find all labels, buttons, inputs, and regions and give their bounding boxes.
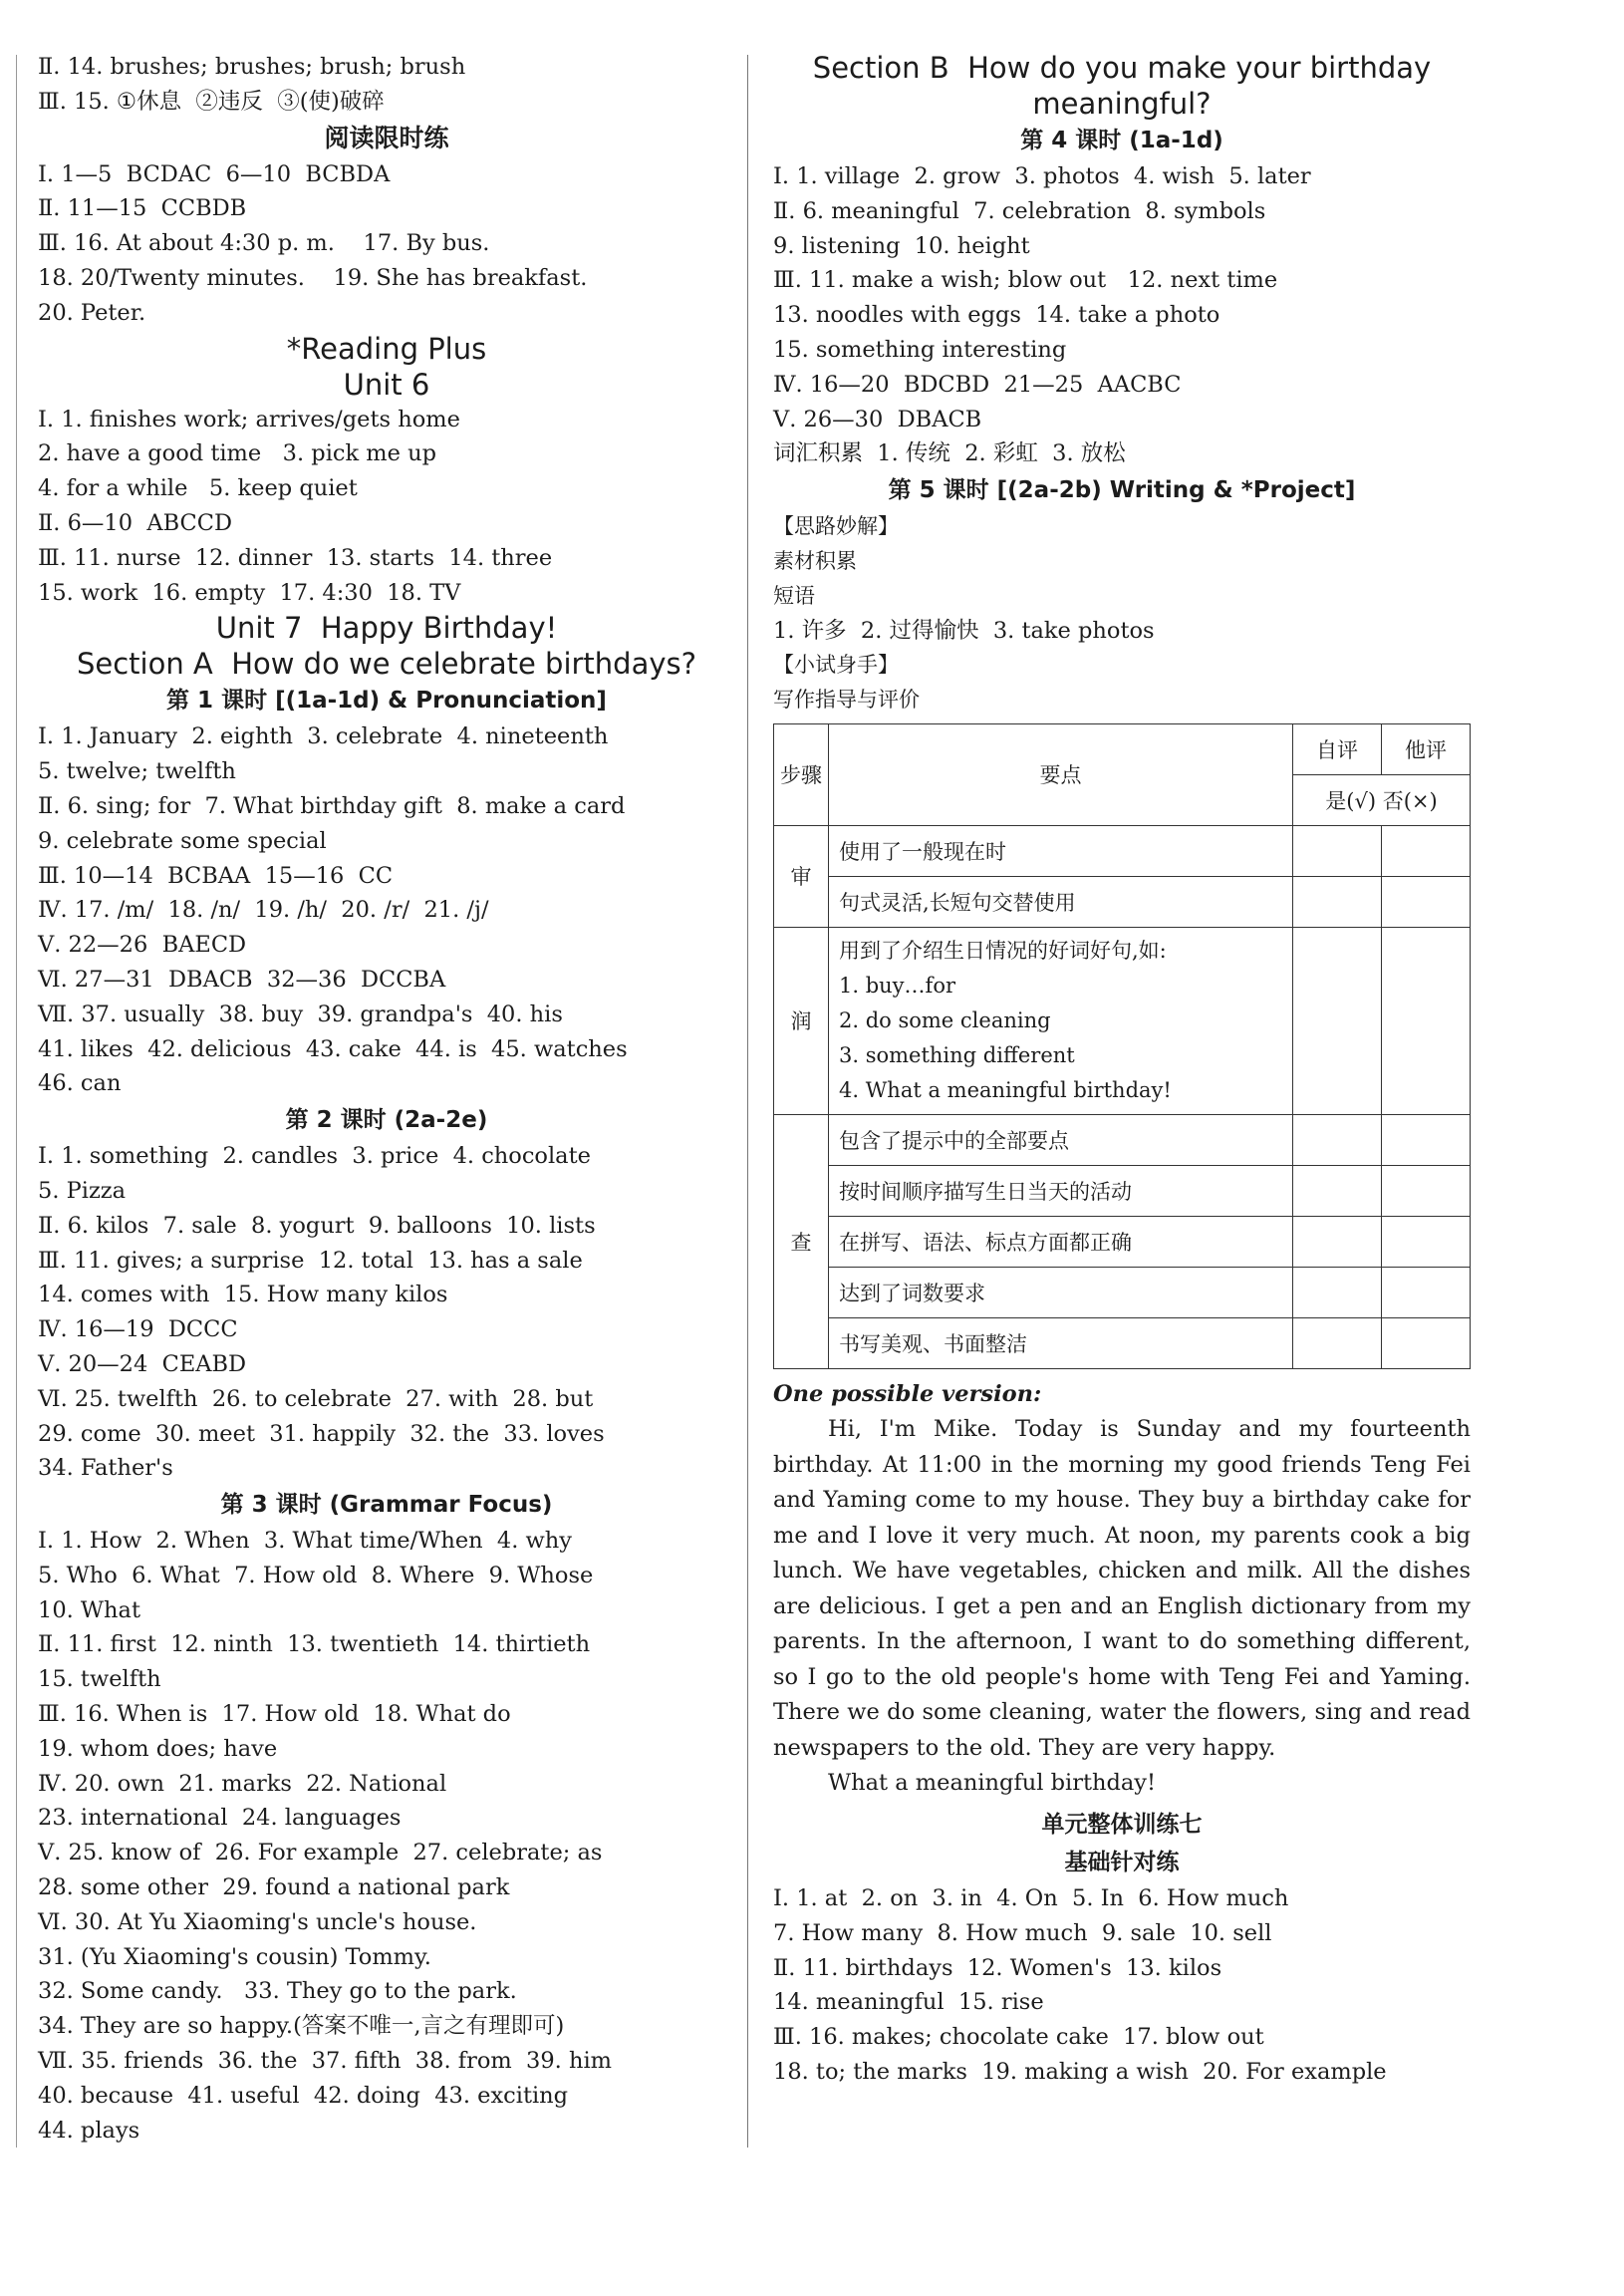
- answer-line: 15. work 16. empty 17. 4:30 18. TV: [38, 579, 461, 606]
- answer-line: Ⅰ. 1. at 2. on 3. in 4. On 5. In 6. How much: [773, 1884, 1289, 1911]
- lesson-heading: 第 3 课时 (Grammar Focus): [220, 1492, 553, 1519]
- table-row: [774, 1114, 1471, 1165]
- answer-line: 46. can: [38, 1070, 122, 1097]
- point-cell: 按时间顺序描写生日当天的活动: [829, 1165, 1293, 1216]
- answer-line: 31. (Yu Xiaoming's cousin) Tommy.: [38, 1943, 431, 1970]
- peer-eval-cell[interactable]: [1382, 1114, 1471, 1165]
- answer-line: 9. listening 10. height: [773, 232, 1030, 259]
- answer-line: 1. 许多 2. 过得愉快 3. take photos: [773, 617, 1155, 644]
- table-row: [774, 876, 1471, 927]
- subsection-label: 【思路妙解】: [773, 514, 899, 539]
- answer-line: Ⅱ. 11. first 12. ninth 13. twentieth 14. thirtieth: [38, 1631, 591, 1658]
- answer-line: 34. They are so happy.(答案不唯一,言之有理即可): [38, 2013, 565, 2040]
- answer-line: Ⅲ. 11. make a wish; blow out 12. next time: [773, 267, 1278, 294]
- unit-title: meaningful?: [1032, 87, 1212, 121]
- answer-line: Ⅶ. 35. friends 36. the 37. fifth 38. from 39. him: [38, 2048, 612, 2075]
- unit-title: *Reading Plus: [286, 331, 487, 366]
- answer-line: 40. because 41. useful 42. doing 43. exciting: [38, 2082, 569, 2109]
- answer-line: Ⅲ. 15. ①休息 ②违反 ③(使)破碎: [38, 88, 385, 115]
- answer-line: 词汇积累 1. 传统 2. 彩虹 3. 放松: [773, 440, 1126, 467]
- answer-line: Ⅲ. 11. gives; a surprise 12. total 13. has a sale: [38, 1247, 583, 1274]
- header-step: 步骤: [774, 723, 829, 825]
- header-point: 要点: [829, 723, 1293, 825]
- unit-title: Section A How do we celebrate birthdays?: [76, 647, 697, 682]
- right-bottom-section: [773, 1806, 1471, 2090]
- answer-line: 18. 20/Twenty minutes. 19. She has breakfast.: [38, 264, 588, 291]
- left-margin-rule: [16, 55, 17, 2148]
- answer-line: Ⅳ. 20. own 21. marks 22. National: [38, 1770, 447, 1797]
- lesson-heading: 基础针对练: [1064, 1849, 1180, 1875]
- self-eval-cell[interactable]: [1293, 1267, 1382, 1317]
- answer-line: Ⅵ. 30. At Yu Xiaoming's uncle's house.: [38, 1908, 477, 1935]
- answer-line: Ⅰ. 1. village 2. grow 3. photos 4. wish 5. later: [773, 163, 1311, 189]
- answer-line: 18. to; the marks 19. making a wish 20. For example: [773, 2058, 1387, 2085]
- essay-paragraph-1: Hi, I'm Mike. Today is Sunday and my fourteenth birthday. At 11:00 in the morning my good friends Teng Fei and Yaming come to my house. They buy a birthday cake for me and I love it very much. At noon, my parents cook a big lunch. We have vegetables, chicken and milk. All the dishes are delicious. I get a pen and an English dictionary from my parents. In the afternoon, I want to do something different, so I go to the old people's home with Teng Fei and Yaming. There we do some cleaning, water the flowers, sing and read newspapers to the old. They are very happy.: [773, 1416, 1471, 1761]
- self-eval-cell[interactable]: [1293, 825, 1382, 876]
- answer-line: 13. noodles with eggs 14. take a photo: [773, 302, 1220, 329]
- answer-line: Ⅰ. 1. something 2. candles 3. price 4. chocolate: [38, 1143, 591, 1170]
- right-column: [773, 50, 1471, 2090]
- answer-line: 44. plays: [38, 2117, 140, 2144]
- sample-essay: [773, 1377, 1471, 1802]
- answer-line: Ⅲ. 11. nurse 12. dinner 13. starts 14. three: [38, 544, 553, 571]
- unit-title: Section B How do you make your birthday: [812, 51, 1432, 85]
- self-eval-cell[interactable]: [1293, 1114, 1382, 1165]
- point-cell: 达到了词数要求: [829, 1267, 1293, 1317]
- self-eval-cell[interactable]: [1293, 876, 1382, 927]
- answer-line: Ⅲ. 16. When is 17. How old 18. What do: [38, 1701, 511, 1728]
- answer-line: Ⅶ. 37. usually 38. buy 39. grandpa's 40. his: [38, 1001, 563, 1027]
- step-cell: 查: [774, 1114, 829, 1368]
- answer-line: Ⅱ. 6. sing; for 7. What birthday gift 8. make a card: [38, 792, 626, 819]
- peer-eval-cell[interactable]: [1382, 1317, 1471, 1368]
- answer-line: Ⅱ. 6. kilos 7. sale 8. yogurt 9. balloons 10. lists: [38, 1212, 596, 1239]
- answer-line: 20. Peter.: [38, 299, 146, 326]
- header-peer: 他评: [1382, 723, 1471, 774]
- answer-line: 9. celebrate some special: [38, 827, 327, 854]
- peer-eval-cell[interactable]: [1382, 876, 1471, 927]
- section-heading: 阅读限时练: [324, 123, 449, 152]
- answer-line: Ⅵ. 27—31 DBACB 32—36 DCCBA: [38, 966, 446, 993]
- answer-line: Ⅴ. 26—30 DBACB: [773, 406, 982, 432]
- header-self: 自评: [1293, 723, 1382, 774]
- peer-eval-cell[interactable]: [1382, 927, 1471, 1114]
- lesson-heading: 第 1 课时 [(1a-1d) & Pronunciation]: [166, 688, 607, 715]
- step-cell: 润: [774, 927, 829, 1114]
- peer-eval-cell[interactable]: [1382, 1165, 1471, 1216]
- lesson-heading: 第 5 课时 [(2a-2b) Writing & *Project]: [888, 477, 1356, 504]
- self-eval-cell[interactable]: [1293, 1165, 1382, 1216]
- answer-line: Ⅱ. 6. meaningful 7. celebration 8. symbols: [773, 197, 1266, 224]
- subsection-label: 【小试身手】: [773, 653, 899, 678]
- header-yesno: 是(√) 否(×): [1293, 774, 1471, 825]
- lesson-heading: 单元整体训练七: [1041, 1811, 1203, 1838]
- answer-line: 14. comes with 15. How many kilos: [38, 1282, 448, 1308]
- point-cell: 在拼写、语法、标点方面都正确: [829, 1216, 1293, 1267]
- answer-line: Ⅴ. 25. know of 26. For example 27. celebrate; as: [38, 1840, 603, 1866]
- answer-line: 29. come 30. meet 31. happily 32. the 33. loves: [38, 1420, 605, 1447]
- peer-eval-cell[interactable]: [1382, 1216, 1471, 1267]
- peer-eval-cell[interactable]: [1382, 825, 1471, 876]
- answer-line: 41. likes 42. delicious 43. cake 44. is 45. watches: [38, 1035, 628, 1062]
- answer-line: Ⅰ. 1. finishes work; arrives/gets home: [38, 406, 460, 432]
- answer-line: Ⅲ. 16. At about 4:30 p. m. 17. By bus.: [38, 230, 490, 257]
- answer-line: 10. What: [38, 1596, 141, 1623]
- table-row: [774, 1216, 1471, 1267]
- peer-eval-cell[interactable]: [1382, 1267, 1471, 1317]
- subsection-label: 写作指导与评价: [773, 688, 920, 713]
- essay-label: One possible version:: [773, 1380, 1042, 1407]
- answer-line: Ⅳ. 17. /m/ 18. /n/ 19. /h/ 20. /r/ 21. /j/: [38, 897, 489, 924]
- writing-evaluation-table: [773, 723, 1471, 1369]
- answer-line: 2. have a good time 3. pick me up: [38, 440, 436, 467]
- subsection-label: 短语: [773, 583, 815, 608]
- self-eval-cell[interactable]: [1293, 1216, 1382, 1267]
- answer-line: Ⅰ. 1—5 BCDAC 6—10 BCBDA: [38, 160, 391, 187]
- answer-line: 5. Who 6. What 7. How old 8. Where 9. Whose: [38, 1562, 594, 1588]
- point-cell: 书写美观、书面整洁: [829, 1317, 1293, 1368]
- answer-line: 14. meaningful 15. rise: [773, 1989, 1044, 2016]
- answer-line: Ⅴ. 20—24 CEABD: [38, 1350, 247, 1377]
- column-divider: [747, 55, 748, 2148]
- point-cell: 用到了介绍生日情况的好词好句,如: 1. buy…for 2. do some cleaning 3. something different 4. What a meaningful birthday!: [829, 927, 1293, 1114]
- point-cell: 使用了一般现在时: [829, 825, 1293, 876]
- answer-line: 32. Some candy. 33. They go to the park.: [38, 1978, 517, 2005]
- answer-line: 23. international 24. languages: [38, 1805, 402, 1832]
- answer-line: 34. Father's: [38, 1455, 173, 1482]
- table-row: [774, 825, 1471, 876]
- answer-line: Ⅱ. 14. brushes; brushes; brush; brush: [38, 54, 466, 80]
- answer-line: Ⅱ. 11—15 CCBDB: [38, 195, 247, 222]
- answer-line: 4. for a while 5. keep quiet: [38, 475, 358, 502]
- right-top-section: [773, 50, 1471, 718]
- answer-line: 15. twelfth: [38, 1666, 161, 1693]
- answer-line: Ⅴ. 22—26 BAECD: [38, 932, 247, 959]
- unit-title: Unit 7 Happy Birthday!: [215, 611, 558, 646]
- lesson-heading: 第 4 课时 (1a-1d): [1020, 128, 1223, 153]
- answer-line: Ⅱ. 11. birthdays 12. Women's 13. kilos: [773, 1954, 1222, 1981]
- table-row: [774, 1317, 1471, 1368]
- answer-line: Ⅰ. 1. How 2. When 3. What time/When 4. why: [38, 1528, 573, 1555]
- answer-line: 15. something interesting: [773, 336, 1067, 363]
- answer-line: Ⅲ. 10—14 BCBAA 15—16 CC: [38, 862, 394, 889]
- point-cell: 句式灵活,长短句交替使用: [829, 876, 1293, 927]
- answer-line: Ⅱ. 6—10 ABCCD: [38, 509, 233, 536]
- answer-line: Ⅰ. 1. January 2. eighth 3. celebrate 4. nineteenth: [38, 723, 609, 750]
- point-cell: 包含了提示中的全部要点: [829, 1114, 1293, 1165]
- answer-line: Ⅳ. 16—19 DCCC: [38, 1316, 238, 1343]
- unit-title: Unit 6: [343, 367, 430, 402]
- answer-line: Ⅲ. 16. makes; chocolate cake 17. blow out: [773, 2024, 1264, 2051]
- answer-line: Ⅵ. 25. twelfth 26. to celebrate 27. with 28. but: [38, 1385, 594, 1412]
- self-eval-cell[interactable]: [1293, 927, 1382, 1114]
- subsection-label: 素材积累: [773, 548, 857, 573]
- answer-line: 5. Pizza: [38, 1177, 127, 1204]
- self-eval-cell[interactable]: [1293, 1317, 1382, 1368]
- essay-paragraph-2: What a meaningful birthday!: [828, 1770, 1157, 1797]
- table-row: [774, 927, 1471, 1114]
- step-cell: 审: [774, 825, 829, 927]
- answer-line: 7. How many 8. How much 9. sale 10. sell: [773, 1919, 1272, 1946]
- left-column: [38, 50, 735, 2148]
- table-row: [774, 1165, 1471, 1216]
- lesson-heading: 第 2 课时 (2a-2e): [285, 1107, 488, 1134]
- answer-line: 19. whom does; have: [38, 1735, 278, 1762]
- answer-line: 28. some other 29. found a national park: [38, 1874, 510, 1901]
- answer-line: 5. twelve; twelfth: [38, 758, 236, 785]
- table-row: [774, 1267, 1471, 1317]
- answer-line: Ⅳ. 16—20 BDCBD 21—25 AACBC: [773, 371, 1182, 398]
